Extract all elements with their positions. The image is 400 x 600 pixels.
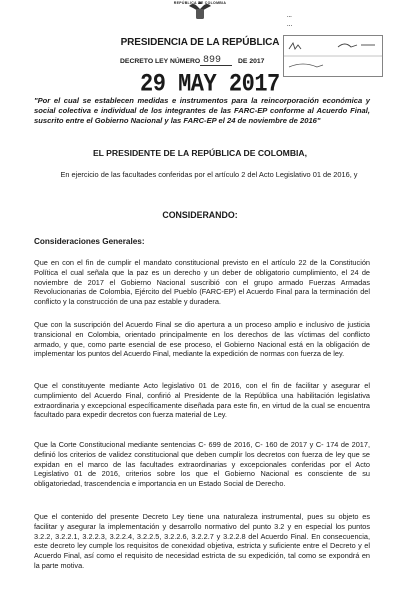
stamp-line-1: ... — [287, 13, 292, 19]
decreto-number: 899 — [203, 55, 222, 66]
paragraph: Que el constituyente mediante Acto legislativo 01 de 2016, con el fin de facilitar y asegurar el cumplimiento del Acuerdo Final, confirió al Presidente de la República una habilitación legislativa extraordinaria y excepcional específicamente diseñada para este fin, en virtud de la cual se encuentra facultado para expedir decretos con fuerza material de Ley. — [34, 381, 370, 420]
considerando-heading: CONSIDERANDO: — [162, 210, 238, 220]
certification-stamp — [283, 13, 383, 79]
decreto-label: DECRETO LEY NÚMERO — [120, 58, 201, 65]
president-heading: EL PRESIDENTE DE LA REPÚBLICA DE COLOMBIA, — [92, 148, 308, 158]
stamp-line-2: ... — [287, 22, 293, 28]
paragraph: Que en con el fin de cumplir el mandato constitucional previsto en el artículo 22 de la Constitución Política el cual señala que la paz es un derecho y un deber de obligatorio cumplimiento, el 24 de noviembre de 2017 el Gobierno Nacional suscribió con el grupo armado Fuerzas Armadas Revolucionarias de Colombia, Ejército del Pueblo (FARC-EP) el Acuerdo Final para la terminación del conflicto y la construcción de una paz estable y duradera. — [34, 258, 370, 307]
decree-title: "Por el cual se establecen medidas e instrumentos para la reincorporación económica y social colectiva e individual de los integrantes de las FARC-EP conforme al Acuerdo Final, suscrito entre el Gobierno Nacional y las FARC-EP el 24 de noviembre de 2016" — [34, 96, 370, 126]
paragraph: Que la Corte Constitucional mediante sentencias C- 699 de 2016, C- 160 de 2017 y C- 174 de 2017, definió los criterios de validez constitucional que deben cumplir los decretos con fuerza de ley que se expidan en el marco de las facultades extraordinarias y excepcionales conferidas por el Acto Legislativo 01 de 2016, criterios sobre los que el Gobierno Nacional es consciente de su obligatoriedad, trascendencia e importancia en un Estado Social de Derecho. — [34, 440, 370, 489]
decreto-year: DE 2017 — [238, 58, 265, 65]
paragraph: Que con la suscripción del Acuerdo Final se dio apertura a un proceso amplio e inclusivo de justicia transicional en Colombia, orientado principalmente en los derechos de las víctimas del conflicto armado, y que, como parte esencial de ese proceso, el Gobierno Nacional está en la obligación de implementar los puntos del Acuerdo Final, mediante la expedición de normas con fuerza de ley. — [34, 320, 370, 359]
presidencia-heading: PRESIDENCIA DE LA REPÚBLICA — [120, 37, 280, 48]
consideraciones-generales-heading: Consideraciones Generales: — [34, 237, 145, 246]
paragraph: Que el contenido del presente Decreto Ley tiene una naturaleza instrumental, pues su objeto es facilitar y asegurar la implementación y desarrollo normativo del punto 3.2 y en especial los puntos 3.2.2, 3.2.2.1, 3.2.2.3, 3.2.2.4, 3.2.2.5, 3.2.2.6, 3.2.2.7 y 3.2.2.8 del Acuerdo Final. En consecuencia, este decreto ley cumple los requisitos de conexidad objetiva, estricta y suficiente entre el Decreto y el Acuerdo Final, así como el requisito de necesidad estricta de su expedición, tal como se expondrá en la parte motiva. — [34, 512, 370, 570]
ejercicio-paragraph: En ejercicio de las facultades conferidas por el artículo 2 del Acto Legislativo 01 de 2016, y — [60, 170, 358, 179]
stamp-signature-icon — [283, 35, 383, 77]
date-stamp: 29 MAY 2017 — [140, 70, 280, 99]
republic-caption: REPÚBLICA DE COLOMBIA — [173, 1, 227, 5]
